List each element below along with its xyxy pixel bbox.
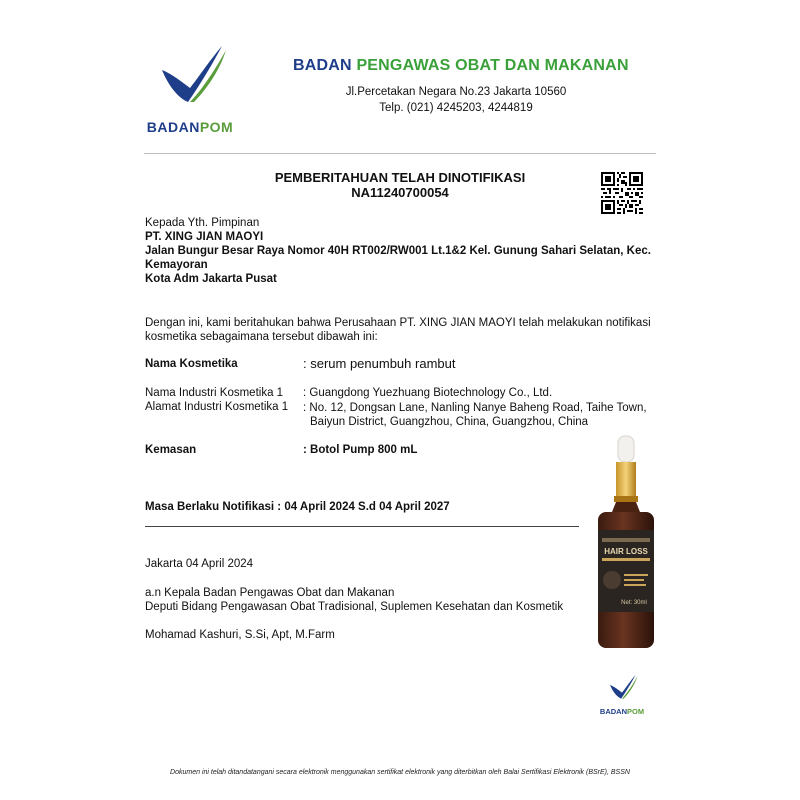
stamp-wordmark: BADANPOM (599, 707, 645, 716)
kemasan-label: Kemasan (145, 444, 197, 456)
logo-swoosh-icon (140, 40, 240, 110)
signature-place-date: Jakarta 04 April 2024 (145, 558, 254, 570)
recipient-address-1: Jalan Bungur Besar Raya Nomor 40H RT002/RW001 Lt.1&2 Kel. Gunung Sahari Selatan, Kec. (145, 245, 651, 257)
recipient-block (145, 216, 665, 286)
stamp-swoosh-icon (596, 672, 648, 702)
industri-label: Nama Industri Kosmetika 1 (145, 387, 284, 399)
kemasan-value: : Botol Pump 800 mL (303, 444, 418, 456)
signature-on-behalf: a.n Kepala Badan Pengawas Obat dan Makanan (145, 587, 395, 599)
badan-pom-logo (140, 40, 240, 135)
product-label-volume: Net: 30ml (621, 600, 647, 606)
product-bottle-image (590, 432, 662, 652)
validity-period: Masa Berlaku Notifikasi : 04 April 2024 S.d 04 April 2027 (145, 501, 450, 513)
agency-name: BADAN PENGAWAS OBAT DAN MAKANAN (293, 57, 629, 74)
signature-name: Mohamad Kashuri, S.Si, Apt, M.Farm (145, 629, 335, 641)
stamp-logo (596, 672, 648, 714)
document-title: PEMBERITAHUAN TELAH DINOTIFIKASI NA11240700054 (274, 170, 526, 200)
signature-position: Deputi Bidang Pengawasan Obat Tradisional, Suplemen Kesehatan dan Kosmetik (145, 601, 564, 613)
recipient-address-3: Kota Adm Jakarta Pusat (145, 273, 277, 285)
alamat-value: : No. 12, Dongsan Lane, Nanling Nanye Baheng Road, Taihe Town, Baiyun District, Guangzhou, China, Guangzhou, China (303, 402, 647, 428)
product-label-name: HAIR LOSS (604, 547, 648, 556)
footer-note: Dokumen ini telah ditandatangani secara elektronik menggunakan sertifikat elektronik yang diterbitkan oleh Balai Sertifikasi Elektronik (BSrE), BSSN (170, 769, 630, 776)
industri-value: : Guangdong Yuezhuang Biotechnology Co., Ltd. (303, 387, 553, 399)
recipient-greeting: Kepada Yth. Pimpinan (145, 217, 260, 229)
nama-kosmetika-value: : serum penumbuh rambut (303, 356, 456, 371)
intro-paragraph: Dengan ini, kami beritahukan bahwa Perusahaan PT. XING JIAN MAOYI telah melakukan notifikasi kosmetika sebagaimana tersebut dibawah ini: (145, 317, 651, 343)
alamat-label: Alamat Industri Kosmetika 1 (145, 401, 289, 413)
header-divider (144, 153, 656, 154)
agency-address: Jl.Percetakan Negara No.23 Jakarta 10560 Telp. (021) 4245203, 4244819 (345, 86, 567, 114)
recipient-address-2: Kemayoran (145, 259, 208, 271)
nama-kosmetika-label: Nama Kosmetika (145, 358, 238, 370)
validity-divider (145, 526, 579, 527)
recipient-company: PT. XING JIAN MAOYI (145, 231, 264, 243)
qr-code-icon (601, 172, 643, 214)
logo-wordmark: BADANPOM (146, 119, 234, 135)
